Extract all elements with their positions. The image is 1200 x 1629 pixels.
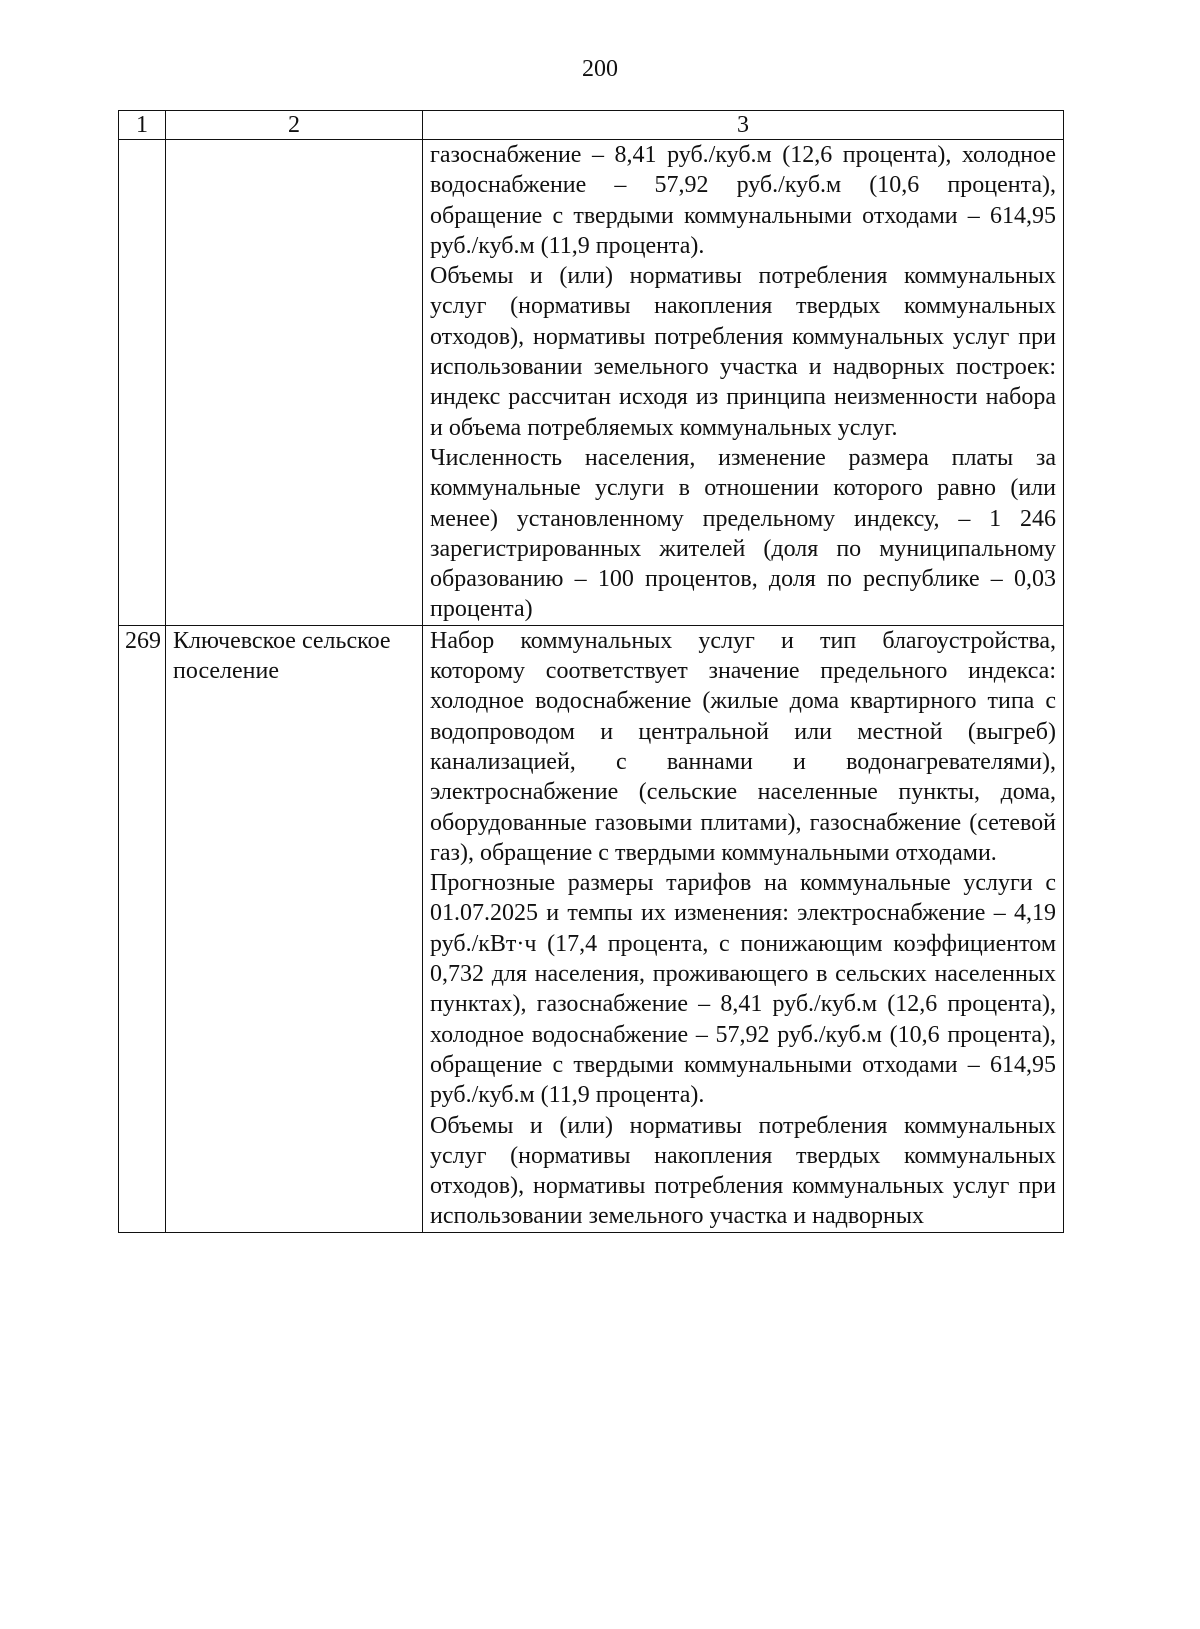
column-header-2: 2 — [166, 111, 423, 140]
column-header-3: 3 — [423, 111, 1064, 140]
paragraph: Прогнозные размеры тарифов на коммунальные услуги с 01.07.2025 и темпы их изменения: электроснабжение – 4,19 руб./кВт·ч (17,4 процента, с понижающим коэффициентом 0,732 для населения, проживающего в сельских населенных пунктах), газоснабжение – 8,41 руб./куб.м (12,6 процента), холодное водоснабжение – 57,92 руб./куб.м (10,6 процента), обращение с твердыми коммунальными отходами – 614,95 руб./куб.м (11,9 процента). — [430, 870, 1056, 1109]
table-row — [119, 625, 1064, 1232]
table-header-row — [119, 111, 1064, 140]
row-number: 269 — [119, 625, 166, 1232]
paragraph: Численность населения, изменение размера платы за коммунальные услуги в отношении которого равно (или менее) установленному предельному индексу, – 1 246 зарегистрированных жителей (доля по муниципальному образованию – 100 процентов, доля по республике – 0,03 процента) — [430, 444, 1056, 623]
municipality-name — [166, 140, 423, 626]
tariff-table — [118, 110, 1064, 1233]
row-description — [423, 140, 1064, 626]
paragraph: Объемы и (или) нормативы потребления коммунальных услуг (нормативы накопления твердых коммунальных отходов), нормативы потребления коммунальных услуг при использовании земельного участка и надворных построек: индекс рассчитан исходя из принципа неизменности набора и объема потребляемых коммунальных услуг. — [430, 263, 1056, 441]
table-row — [119, 140, 1064, 626]
paragraph: газоснабжение – 8,41 руб./куб.м (12,6 процента), холодное водоснабжение – 57,92 руб./куб.м (10,6 процента), обращение с твердыми коммунальными отходами – 614,95 руб./куб.м (11,9 процента). — [430, 142, 1056, 259]
page-number: 200 — [582, 56, 618, 82]
row-description — [423, 625, 1064, 1232]
paragraph: Объемы и (или) нормативы потребления коммунальных услуг (нормативы накопления твердых коммунальных отходов), нормативы потребления коммунальных услуг при использовании земельного участка и надворных — [430, 1112, 1056, 1230]
municipality-name: Ключевское сельское поселение — [166, 625, 423, 1232]
paragraph: Набор коммунальных услуг и тип благоустройства, которому соответствует значение предельного индекса: холодное водоснабжение (жилые дома квартирного типа с водопроводом и центральной или местной (выгреб) канализацией, с ваннами и водонагревателями), электроснабжение (сельские населенные пункты, дома, оборудованные газовыми плитами), газоснабжение (сетевой газ), обращение с твердыми коммунальными отходами. — [430, 627, 1056, 866]
row-number — [119, 140, 166, 626]
column-header-1: 1 — [119, 111, 166, 140]
